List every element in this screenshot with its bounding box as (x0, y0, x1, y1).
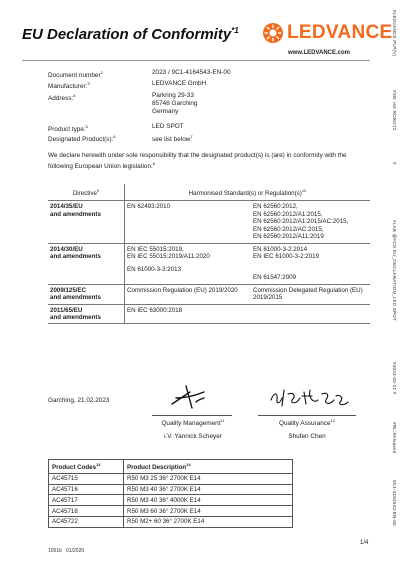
page-number: 1/4 (360, 540, 369, 546)
directive-header: Directive$^9$ (48, 184, 125, 201)
side-text: #2023-02-21 # (392, 362, 397, 395)
document-number-value: 2023 / 9C1-4164543-EN-00 (152, 69, 231, 76)
product-description-cell: R50 M2+ 60 36° 2700K E14 (124, 516, 293, 527)
quality-management-label: Quality Management$^{11}$ (161, 418, 225, 428)
signatory-left-name: i.V. Yannick Scheyer (164, 433, 222, 440)
signatory-right-name: Shufen Chen (288, 433, 326, 440)
table-row (49, 516, 293, 527)
table-row (48, 201, 370, 243)
standards-cell: EN IEC 63000:2018 (125, 304, 252, 324)
standards-cell: EN 61000-3-2:2014 EN IEC 61000-3-2:2019 EN 61547:2009 (251, 243, 370, 284)
manufacturer-value: LEDVANCE GmbH (152, 80, 207, 87)
table-row (49, 506, 293, 517)
product-description-cell: R50 M3 40 36° 4000K E14 (124, 495, 293, 506)
signature-line-left (152, 415, 232, 416)
standards-cell: EN IEC 55015:2019, EN IEC 55015:2019/A11:2020 EN 61000-3-3:2013 (125, 243, 252, 284)
table-row (49, 484, 293, 495)
declaration-text: We declare herewith under sole responsibility that the designated product(s) is (are) in conformity with the following European Union legislation:$^8$ (48, 152, 347, 171)
signature-scheyer-image (168, 382, 210, 412)
designated-products-label: Designated Product(s):$^6$ (48, 134, 116, 144)
directive-cell: 2009/125/EC and amendments (48, 284, 125, 304)
place-date: Garching, 21.02.2023 (48, 397, 110, 404)
document-title: EU Declaration of Conformity$^{*1}$ (22, 26, 239, 43)
product-code-cell: AC45715 (49, 473, 124, 484)
standards-cell: EN 62493:2010 (125, 201, 252, 243)
logo-text: LEDVANCE (287, 22, 393, 43)
header-divider (22, 60, 370, 61)
directive-cell: 2014/30/EU and amendments (48, 243, 125, 284)
table-row (48, 304, 370, 324)
form-id: 1051b 01/2020 (48, 548, 85, 554)
address-label: Address:$^4$ (48, 93, 76, 103)
signature-line-right (258, 415, 356, 416)
side-text: 9C1-4164543-EN-00 (392, 480, 397, 526)
address-value: Parkring 29-33 85748 Garching Germany (152, 92, 198, 115)
standards-cell: EN 62560:2012, EN 62560:2012/A1:2015, EN 62560:2012/A1:2015/AC:2015, EN 62560:2012/AC:2015, EN 62560:2012/A11:2019 (251, 201, 370, 243)
product-description-cell: R50 M3 60 36° 2700K E14 (124, 506, 293, 517)
standards-cell: Commission Regulation (EU) 2019/2020 (125, 284, 252, 304)
ledvance-sun-icon (262, 22, 284, 44)
side-text: #SB: HS ROBOT2 (392, 90, 397, 131)
signature-chen-image (268, 386, 352, 410)
product-description-header: Product Description$^{14}$ (124, 460, 293, 474)
ledvance-logo (262, 22, 393, 44)
side-text: # (392, 162, 397, 165)
designated-products-value: see list below$^7$ (152, 134, 193, 144)
product-description-cell: R50 M3 25 36° 2700K E14 (124, 473, 293, 484)
side-text: #LEDVANCE PLP(V) (392, 10, 397, 57)
product-code-cell: AC45722 (49, 516, 124, 527)
quality-assurance-label: Quality Assurance$^{12}$ (279, 418, 335, 428)
product-type-label: Product type:$^5$ (48, 124, 88, 134)
product-code-cell: AC45718 (49, 506, 124, 517)
side-text: #LAB @FCD EU_DECLARATION_LED SPOT (392, 220, 397, 322)
directive-cell: 2011/65/EU and amendments (48, 304, 125, 324)
website-url[interactable]: www.LEDVANCE.com (288, 50, 351, 56)
document-number-label: Document number$^2$ (48, 70, 103, 80)
side-text: #RL:Released (392, 422, 397, 454)
product-code-cell: AC45717 (49, 495, 124, 506)
side-metadata (388, 10, 398, 550)
standards-header: Harmonised Standard(s) or $Regulation(s)^{10}$ (125, 184, 371, 201)
standards-cell (251, 304, 370, 324)
product-header-row (49, 460, 293, 474)
standards-table (48, 184, 370, 324)
product-table (48, 459, 293, 528)
table-header-row (48, 184, 370, 201)
product-type-value: LED SPOT (152, 123, 184, 130)
table-row (49, 495, 293, 506)
product-code-header: Product Codes$^{13}$ (49, 460, 124, 474)
manufacturer-label: Manufacturer:$^3$ (48, 81, 90, 91)
standards-cell: Commission Delegated Regulation (EU) 2019/2015 (251, 284, 370, 304)
table-row (48, 243, 370, 284)
table-row (49, 473, 293, 484)
product-description-cell: R50 M3 40 36° 2700K E14 (124, 484, 293, 495)
product-code-cell: AC45716 (49, 484, 124, 495)
directive-cell: 2014/35/EU and amendments (48, 201, 125, 243)
table-row (48, 284, 370, 304)
